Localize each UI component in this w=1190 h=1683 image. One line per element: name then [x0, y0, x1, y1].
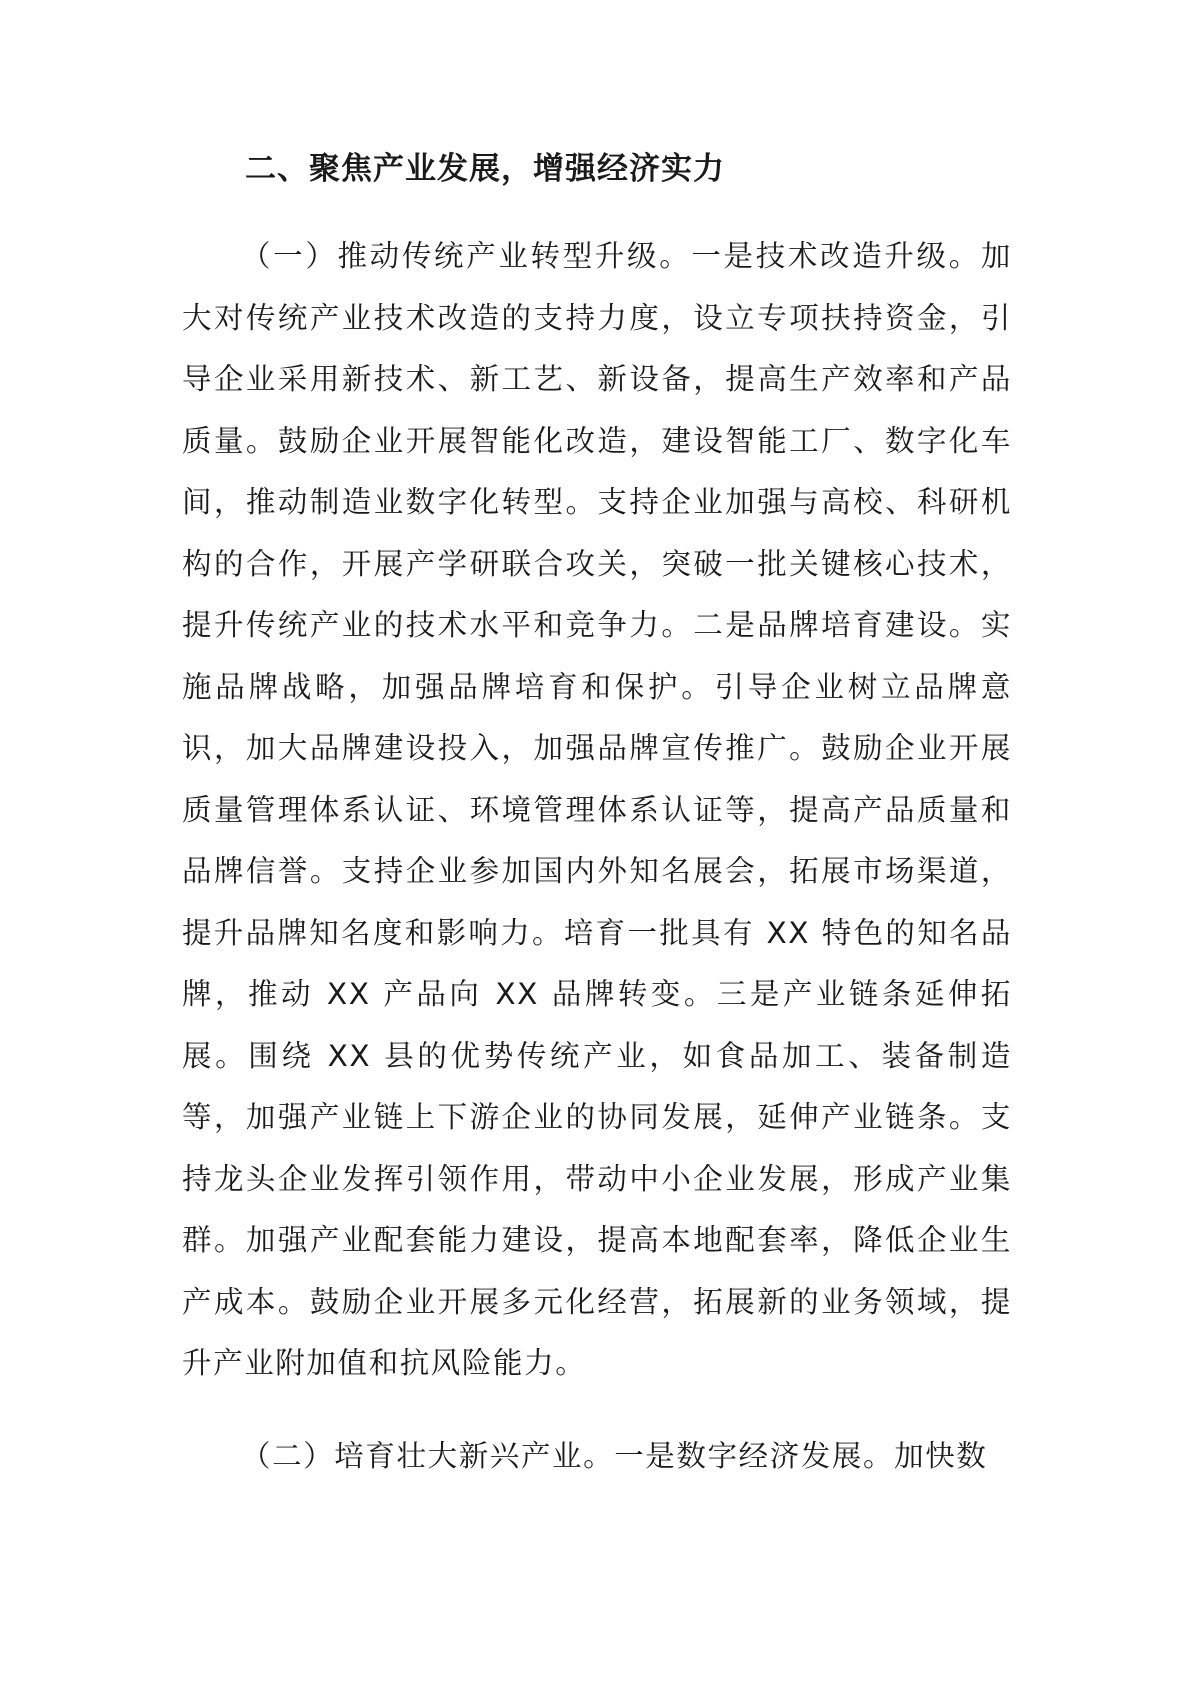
section-heading: 二、聚焦产业发展，增强经济实力: [245, 151, 725, 187]
paragraph-emerging-industry: （二）培育壮大新兴产业。一是数字经济发展。加快数: [241, 1439, 988, 1473]
paragraph-traditional-industry: （一）推动传统产业转型升级。一是技术改造升级。加大对传统产业技术改造的支持力度，设立专项扶持资金，引导企业采用新技术、新工艺、新设备，提高生产效率和产品质量。鼓励企业开展智能化改造，建设智能工厂、数字化车间，推动制造业数字化转型。支持企业加强与高校、科研机构的合作，开展产学研联合攻关，突破一批关键核心技术，提升传统产业的技术水平和竞争力。二是品牌培育建设。实施品牌战略，加强品牌培育和保护。引导企业树立品牌意识，加大品牌建设投入，加强品牌宣传推广。鼓励企业开展质量管理体系认证、环境管理体系认证等，提高产品质量和品牌信誉。支持企业参加国内外知名展会，拓展市场渠道，提升品牌知名度和影响力。培育一批具有 XX 特色的知名品牌，推动 XX 产品向 XX 品牌转变。三是产业链条延伸拓展。围绕 XX 县的优势传统产业，如食品加工、装备制造等，加强产业链上下游企业的协同发展，延伸产业链条。支持龙头企业发挥引领作用，带动中小企业发展，形成产业集群。加强产业配套能力建设，提高本地配套率，降低企业生产成本。鼓励企业开展多元化经营，拓展新的业务领域，提升产业附加值和抗风险能力。: [182, 239, 1012, 1380]
